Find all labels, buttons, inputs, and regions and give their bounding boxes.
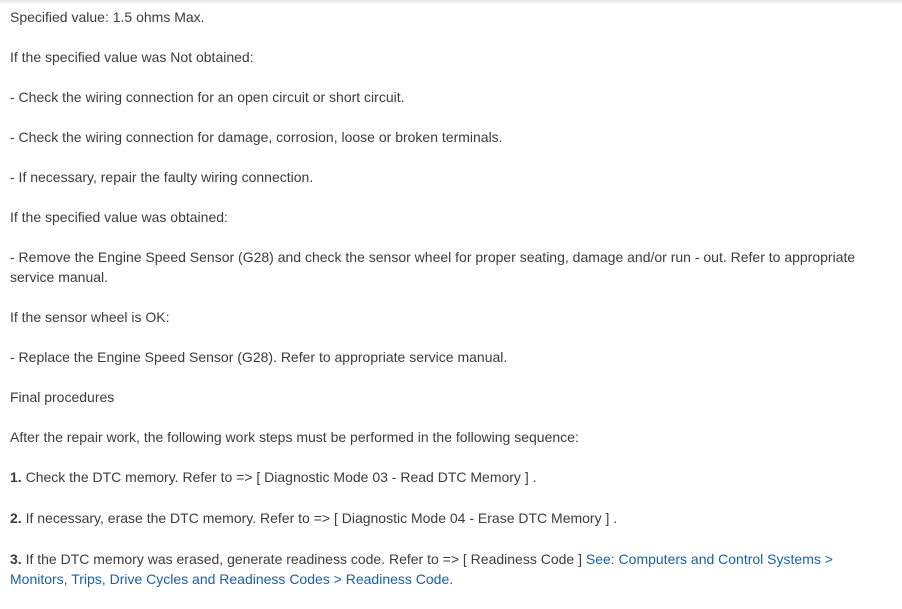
final-step-2 — [10, 508, 892, 528]
wheel-ok-heading: If the sensor wheel is OK: — [10, 309, 170, 325]
step-number: 2. — [10, 510, 22, 526]
readiness-code-link[interactable]: See: Computers and Control Systems > Monitors, Trips, Drive Cycles and Readiness Codes > Readiness Code. — [10, 551, 833, 587]
step-text: If necessary, erase the DTC memory. Refer to => [ Diagnostic Mode 04 - Erase DTC Memory ] . — [21, 510, 618, 526]
wheel-ok-step: - Replace the Engine Speed Sensor (G28). Refer to appropriate service manual. — [10, 349, 508, 365]
specified-value: Specified value: 1.5 ohms Max. — [10, 9, 205, 25]
not-obtained-step-2: - Check the wiring connection for damage, corrosion, loose or broken terminals. — [10, 129, 503, 145]
top-shadow — [0, 0, 902, 4]
step-text: Check the DTC memory. Refer to => [ Diagnostic Mode 03 - Read DTC Memory ] . — [21, 469, 537, 485]
not-obtained-step-3: - If necessary, repair the faulty wiring connection. — [10, 169, 314, 185]
obtained-heading: If the specified value was obtained: — [10, 209, 228, 225]
not-obtained-step-1: - Check the wiring connection for an open circuit or short circuit. — [10, 89, 405, 105]
final-procedures-heading: Final procedures — [10, 389, 115, 405]
final-step-1 — [10, 467, 892, 487]
step-text: If the DTC memory was erased, generate readiness code. Refer to => [ Readiness Code ] — [21, 551, 586, 567]
final-step-3 — [10, 549, 892, 589]
not-obtained-heading: If the specified value was Not obtained: — [10, 49, 254, 65]
obtained-step: - Remove the Engine Speed Sensor (G28) and check the sensor wheel for proper seating, damage and/or run - out. Refer to appropriate service manual. — [10, 249, 856, 285]
step-number: 3. — [10, 551, 22, 567]
document-body — [10, 7, 892, 609]
final-procedures-intro: After the repair work, the following work steps must be performed in the following sequence: — [10, 429, 579, 445]
step-number: 1. — [10, 469, 22, 485]
